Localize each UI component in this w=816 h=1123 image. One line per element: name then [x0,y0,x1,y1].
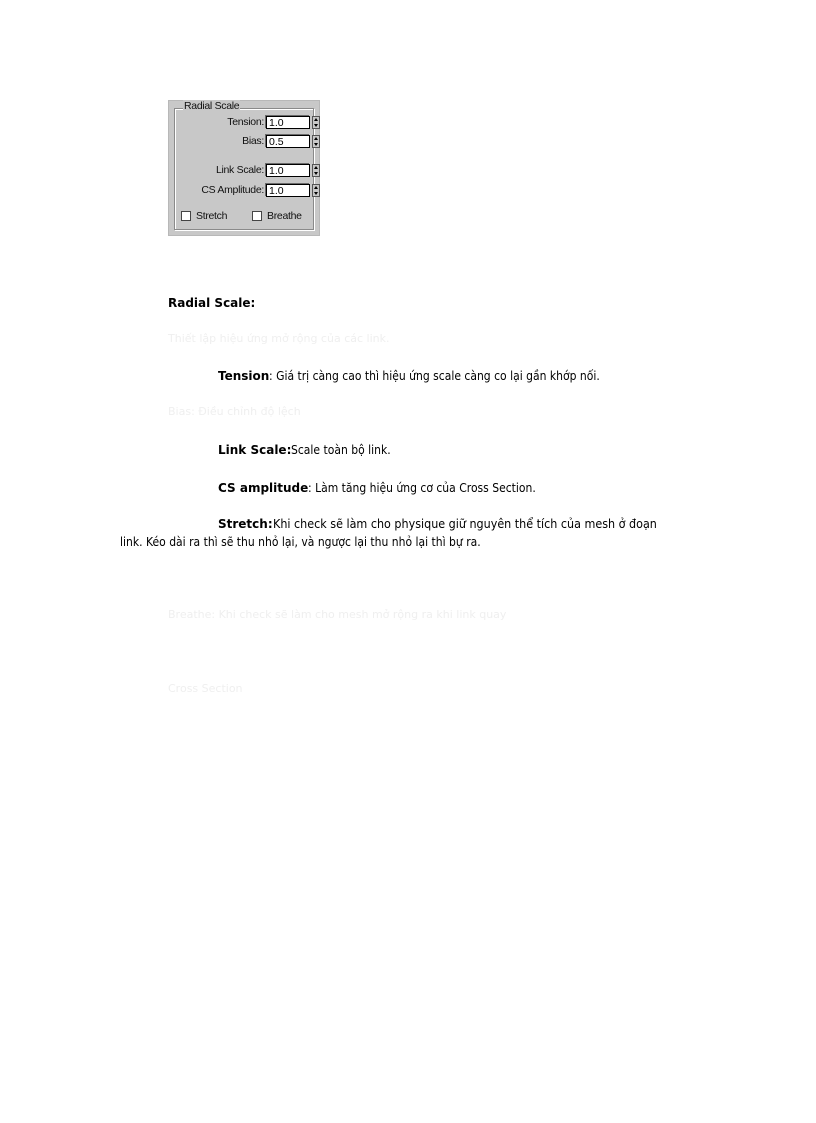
tension-desc: : Giá trị càng cao thì hiệu ứng scale càng co lại gần khớp nối. [269,369,601,383]
section-heading [168,295,255,311]
faint-line-1: Thiết lập hiệu ứng mở rộng của các link. [168,332,390,345]
cs-term: CS amplitude [218,481,309,495]
tension-field[interactable]: 1.0 [266,116,310,129]
radial-scale-group [174,100,314,230]
stretch-checkbox-label: Stretch [196,210,228,222]
bias-field[interactable]: 0.5 [266,135,310,148]
stretch-paragraph-line1 [218,516,685,532]
cs-amplitude-paragraph [218,480,561,496]
stretch-desc-line2: link. Kéo dài ra thì sẽ thu nhỏ lại, và ngược lại thu nhỏ lại thì bự ra. [120,535,481,549]
bias-label: Bias: [242,135,264,147]
breathe-checkbox[interactable] [252,211,262,221]
tension-paragraph [218,368,637,384]
link-scale-desc: Scale toàn bộ link. [291,443,392,457]
stretch-checkbox[interactable] [181,211,191,221]
link-scale-label: Link Scale: [215,164,264,176]
link-scale-term: Link Scale: [218,443,292,457]
radial-scale-rollout [168,100,320,236]
tension-term: Tension [218,369,270,383]
stretch-desc-line1: Khi check sẽ làm cho physique giữ nguyên thể tích của mesh ở đoạn [272,517,657,531]
group-title: Radial Scale [184,100,240,112]
heading-text: Radial Scale: [168,296,256,310]
link-scale-paragraph [218,442,402,458]
cs-desc: : Làm tăng hiệu ứng cơ của Cross Section. [308,481,537,495]
bias-spinner-icon[interactable] [312,135,320,148]
stretch-paragraph-line2 [120,534,521,550]
cs-amplitude-field[interactable]: 1.0 [266,184,310,197]
faint-line-2: Bias: Điều chỉnh độ lệch [168,405,301,418]
link-scale-spinner-icon[interactable] [312,164,320,177]
faint-line-3: Breathe: Khi check sẽ làm cho mesh mở rộng ra khi link quay [168,608,507,621]
cs-amplitude-spinner-icon[interactable] [312,184,320,197]
breathe-checkbox-label: Breathe [267,210,302,222]
link-scale-field[interactable]: 1.0 [266,164,310,177]
tension-spinner-icon[interactable] [312,116,320,129]
stretch-term: Stretch: [218,517,273,531]
faint-line-4: Cross Section [168,682,243,695]
tension-label: Tension: [227,116,264,128]
cs-amplitude-label: CS Amplitude: [201,184,264,196]
